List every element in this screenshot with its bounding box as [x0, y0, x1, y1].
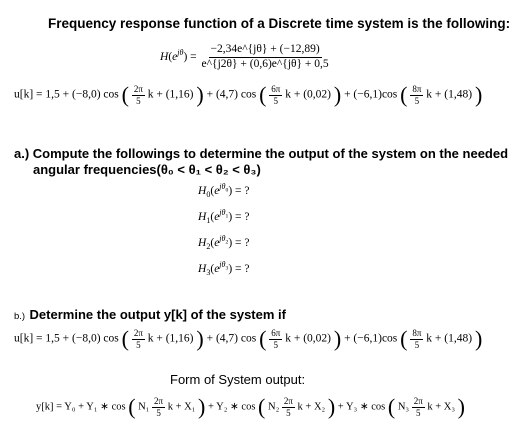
paren-close: ): [198, 394, 206, 419]
input-term2-prefix: + (4,7) cos: [206, 332, 257, 345]
h1-item: $H_1(e^{j\theta_1})$ = ?: [198, 208, 250, 226]
paren-close: ): [196, 82, 204, 107]
input-term1-tail: k + (1,16): [147, 332, 194, 345]
input-term3-prefix: + (−6,1)cos: [344, 88, 398, 101]
paren-close: ): [457, 394, 465, 419]
input-frac-1: [132, 85, 145, 106]
output-frac-3: [412, 397, 425, 418]
input-frac-3: [410, 85, 423, 106]
output-t2-post: k + X₂: [297, 401, 326, 413]
paren-open: (: [128, 394, 136, 419]
part-a-text1: Compute the followings to determine the output of the system on the needed: [32, 146, 509, 161]
part-b-text: Determine the output y[k] of the system if: [29, 307, 286, 322]
frac-den: 5: [156, 407, 161, 418]
input-term2-tail: k + (0,02): [285, 332, 331, 345]
input-lhs: u[k] = 1,5 + (−8,0) cos: [14, 88, 119, 101]
transfer-lhs: $H(e^{j\theta})$ =: [160, 47, 197, 63]
part-b-line: [14, 306, 286, 324]
frac-den: 5: [414, 339, 420, 350]
output-t1-pre: N₁: [138, 401, 150, 413]
paren-open: (: [258, 394, 266, 419]
input-term3-tail: k + (1,48): [426, 88, 473, 101]
frac-den: 5: [273, 95, 279, 106]
paren-close: ): [333, 82, 342, 107]
frac-num: 6π: [271, 327, 281, 338]
input-frac-2: [269, 329, 282, 350]
frac-num: 8π: [412, 83, 422, 94]
paren-close: ): [333, 326, 342, 351]
h3-item: $H_3(e^{j\theta_3})$ = ?: [198, 260, 250, 278]
input-frac-1: [132, 329, 145, 350]
part-a-line1: [14, 146, 508, 161]
paren-open: (: [259, 82, 267, 107]
output-t3-post: k + X₃: [427, 401, 456, 413]
frac-den: 5: [414, 95, 420, 106]
input-term2-prefix: + (4,7) cos: [206, 88, 257, 101]
frac-num: 2π: [283, 395, 293, 406]
paren-open: (: [400, 82, 408, 107]
frac-den: 5: [136, 339, 141, 350]
frac-num: 8π: [412, 327, 422, 338]
paren-close: ): [327, 394, 336, 419]
frac-num: 2π: [133, 327, 143, 338]
frac-num: 6π: [271, 83, 281, 94]
input-term3-prefix: + (−6,1)cos: [344, 332, 398, 345]
input-term1-tail: k + (1,16): [147, 88, 194, 101]
output-frac-1: [152, 397, 165, 418]
input-signal-b: [14, 328, 482, 350]
paren-open: (: [400, 326, 408, 351]
output-t3-pre: N₃: [397, 401, 410, 413]
frac-num: 2π: [413, 395, 423, 406]
input-frac-3: [410, 329, 423, 350]
h2-item: $H_2(e^{j\theta_2})$ = ?: [198, 234, 250, 252]
paren-open: (: [121, 326, 129, 351]
part-a-label: a.): [14, 146, 30, 161]
paren-close: ): [474, 326, 483, 351]
input-term3-tail: k + (1,48): [426, 332, 473, 345]
transfer-denominator: e^{j2θ} + (0,6)e^{jθ} + 0,5: [201, 57, 329, 70]
input-signal-a: [14, 84, 482, 106]
frac-num: 2π: [133, 83, 143, 94]
output-form: [36, 396, 465, 418]
paren-close: ): [474, 82, 483, 107]
form-label: Form of System output:: [170, 372, 306, 387]
output-lhs: y[k] = Y₀ + Y₁ ∗ cos: [36, 401, 126, 413]
transfer-numerator: −2,34e^{jθ} + (−12,89): [209, 44, 322, 58]
page-title: Frequency response function of a Discrete time system is the following:: [48, 16, 510, 31]
transfer-fraction: [200, 44, 331, 70]
part-a-line2: angular frequencies(θ₀ < θ₁ < θ₂ < θ₃): [33, 162, 261, 177]
paren-open: (: [121, 82, 129, 107]
output-t2-pre: N₂: [268, 401, 280, 413]
input-frac-2: [269, 85, 282, 106]
input-lhs: u[k] = 1,5 + (−8,0) cos: [14, 332, 119, 345]
h0-item: $H_0(e^{j\theta_0})$ = ?: [198, 182, 250, 200]
frac-den: 5: [136, 95, 141, 106]
frac-den: 5: [415, 407, 421, 418]
paren-open: (: [259, 326, 267, 351]
frac-den: 5: [286, 407, 291, 418]
part-b-label: b.): [14, 311, 26, 322]
output-t2-prefix: + Y₂ ∗ cos: [207, 401, 256, 413]
output-t1-post: k + X₁: [167, 401, 196, 413]
paren-close: ): [196, 326, 204, 351]
output-frac-2: [282, 397, 295, 418]
frac-den: 5: [273, 339, 279, 350]
transfer-function: [160, 44, 331, 70]
paren-open: (: [387, 394, 396, 419]
input-term2-tail: k + (0,02): [285, 88, 331, 101]
frac-num: 2π: [154, 395, 164, 406]
output-t3-prefix: + Y₃ ∗ cos: [337, 401, 386, 413]
